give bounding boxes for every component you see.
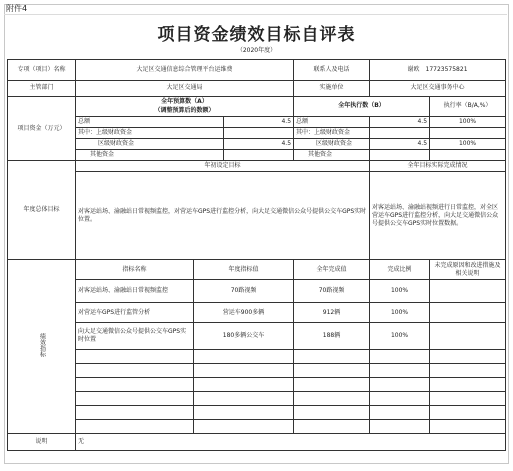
budget-header-title: 全年预算数（A） [161, 98, 208, 106]
perf-indicator [76, 364, 194, 378]
annual-goal-label: 年度总体目标 [8, 161, 76, 260]
plan-text: 对客运站场、渝融站日常视频监控，对营运车GPS进行监控分析，向大足交通微信公众号提供公交车GPS实时位置。 [76, 172, 370, 260]
project-name-label: 专项（项目）名称 [8, 60, 76, 81]
perf-reason [430, 364, 506, 378]
perf-indicator [76, 378, 194, 392]
perf-annual [194, 350, 294, 364]
remarks-value: 无 [76, 434, 506, 451]
perf-annual [194, 392, 294, 406]
perf-actual [294, 406, 370, 420]
perf-annual: 180多辆公交车 [194, 323, 294, 350]
exec-header: 全年执行数（B） [294, 97, 430, 117]
perf-indicator [76, 406, 194, 420]
evaluation-table [7, 59, 506, 451]
perf-ratio [370, 364, 430, 378]
perf-annual: 70路视频 [194, 280, 294, 303]
fund-row-exec [370, 128, 430, 139]
fund-row-rate: 100% [430, 117, 506, 128]
year-label: （2020年度） [236, 47, 277, 54]
perf-ratio [370, 378, 430, 392]
perf-reason [430, 323, 506, 350]
remarks-label: 说明 [8, 434, 76, 451]
perf-actual [294, 378, 370, 392]
perf-reason [430, 392, 506, 406]
header-rule [4, 14, 507, 15]
perf-label-text: 绩效指标 [38, 333, 46, 358]
perf-annual: 营运车900多辆 [194, 303, 294, 323]
budget-header-sub: （调整预算后的数额） [154, 106, 215, 114]
dept-value: 大足区交通局 [76, 81, 294, 97]
rate-header: 执行率（B/A,%） [430, 97, 506, 117]
fund-row-budget [224, 150, 294, 161]
page-title: 项目资金绩效目标自评表 [157, 25, 356, 45]
perf-label [8, 260, 76, 434]
perf-annual [194, 378, 294, 392]
perf-ratio: 100% [370, 303, 430, 323]
impl-value: 大足区交通事务中心 [370, 81, 506, 97]
perf-reason [430, 378, 506, 392]
perf-indicator [76, 392, 194, 406]
fund-row-label: 其中：上级财政资金 [76, 128, 224, 139]
attachment-label: 附件4 [6, 4, 28, 13]
fund-row-budget: 4.5 [224, 117, 294, 128]
fund-row-exec-label: 其中：上级财政资金 [294, 128, 370, 139]
fund-row-exec: 4.5 [370, 117, 430, 128]
fund-row-exec [370, 150, 430, 161]
perf-indicator [76, 420, 194, 434]
perf-annual [194, 364, 294, 378]
contact-value: 谢欧 17723575821 [370, 60, 506, 81]
fund-row-label: 区级财政资金 [76, 139, 224, 150]
perf-indicator: 对客运站场、渝融站日常视频监控 [76, 280, 194, 303]
perf-reason [430, 350, 506, 364]
perf-annual [194, 406, 294, 420]
perf-actual [294, 350, 370, 364]
dept-label: 主管部门 [8, 81, 76, 97]
fund-row-budget: 4.5 [224, 139, 294, 150]
perf-header-annual: 年度指标值 [194, 260, 294, 280]
perf-ratio [370, 420, 430, 434]
fund-row-label: 其他资金 [76, 150, 224, 161]
perf-header-reason: 未完成原因和改进措施及相关说明 [430, 260, 506, 280]
actual-header: 全年目标实际完成情况 [370, 161, 506, 172]
fund-row-exec: 4.5 [370, 139, 430, 150]
impl-label: 实施单位 [294, 81, 370, 97]
perf-actual: 70路视频 [294, 280, 370, 303]
project-name: 大足区交通信息综合管理平台运维费 [76, 60, 294, 81]
perf-reason [430, 303, 506, 323]
perf-reason [430, 280, 506, 303]
perf-indicator: 对营运车GPS进行监管分析 [76, 303, 194, 323]
fund-row-exec-label: 总额 [294, 117, 370, 128]
perf-ratio: 100% [370, 323, 430, 350]
fund-row-label: 总额 [76, 117, 224, 128]
budget-header [76, 97, 294, 117]
perf-reason [430, 420, 506, 434]
contact-label: 联系人及电话 [294, 60, 370, 81]
fund-row-exec-label: 区级财政资金 [294, 139, 370, 150]
perf-header-actual: 全年完成值 [294, 260, 370, 280]
perf-ratio [370, 406, 430, 420]
perf-ratio [370, 350, 430, 364]
fund-row-rate [430, 150, 506, 161]
fund-row-rate [430, 128, 506, 139]
perf-header-ratio: 完成比例 [370, 260, 430, 280]
funds-label: 项目资金（万元） [8, 97, 76, 161]
plan-header: 年初设定目标 [76, 161, 370, 172]
perf-indicator: 向大足交通微信公众号提供公交车GPS实时位置 [76, 323, 194, 350]
perf-ratio: 100% [370, 280, 430, 303]
perf-header-indicator: 指标名称 [76, 260, 194, 280]
fund-row-budget [224, 128, 294, 139]
perf-actual [294, 364, 370, 378]
fund-row-rate: 100% [430, 139, 506, 150]
perf-actual: 188辆 [294, 323, 370, 350]
perf-reason [430, 406, 506, 420]
perf-actual: 912辆 [294, 303, 370, 323]
perf-actual [294, 392, 370, 406]
perf-ratio [370, 392, 430, 406]
perf-indicator [76, 350, 194, 364]
actual-text: 对客运站场、渝融站视频进行日常监控，对全区营运车GPS进行监控分析，向大足交通微信公众号提供公交车GPS实时位置数据。 [370, 172, 506, 260]
perf-annual [194, 420, 294, 434]
fund-row-exec-label: 其他资金 [294, 150, 370, 161]
perf-actual [294, 420, 370, 434]
